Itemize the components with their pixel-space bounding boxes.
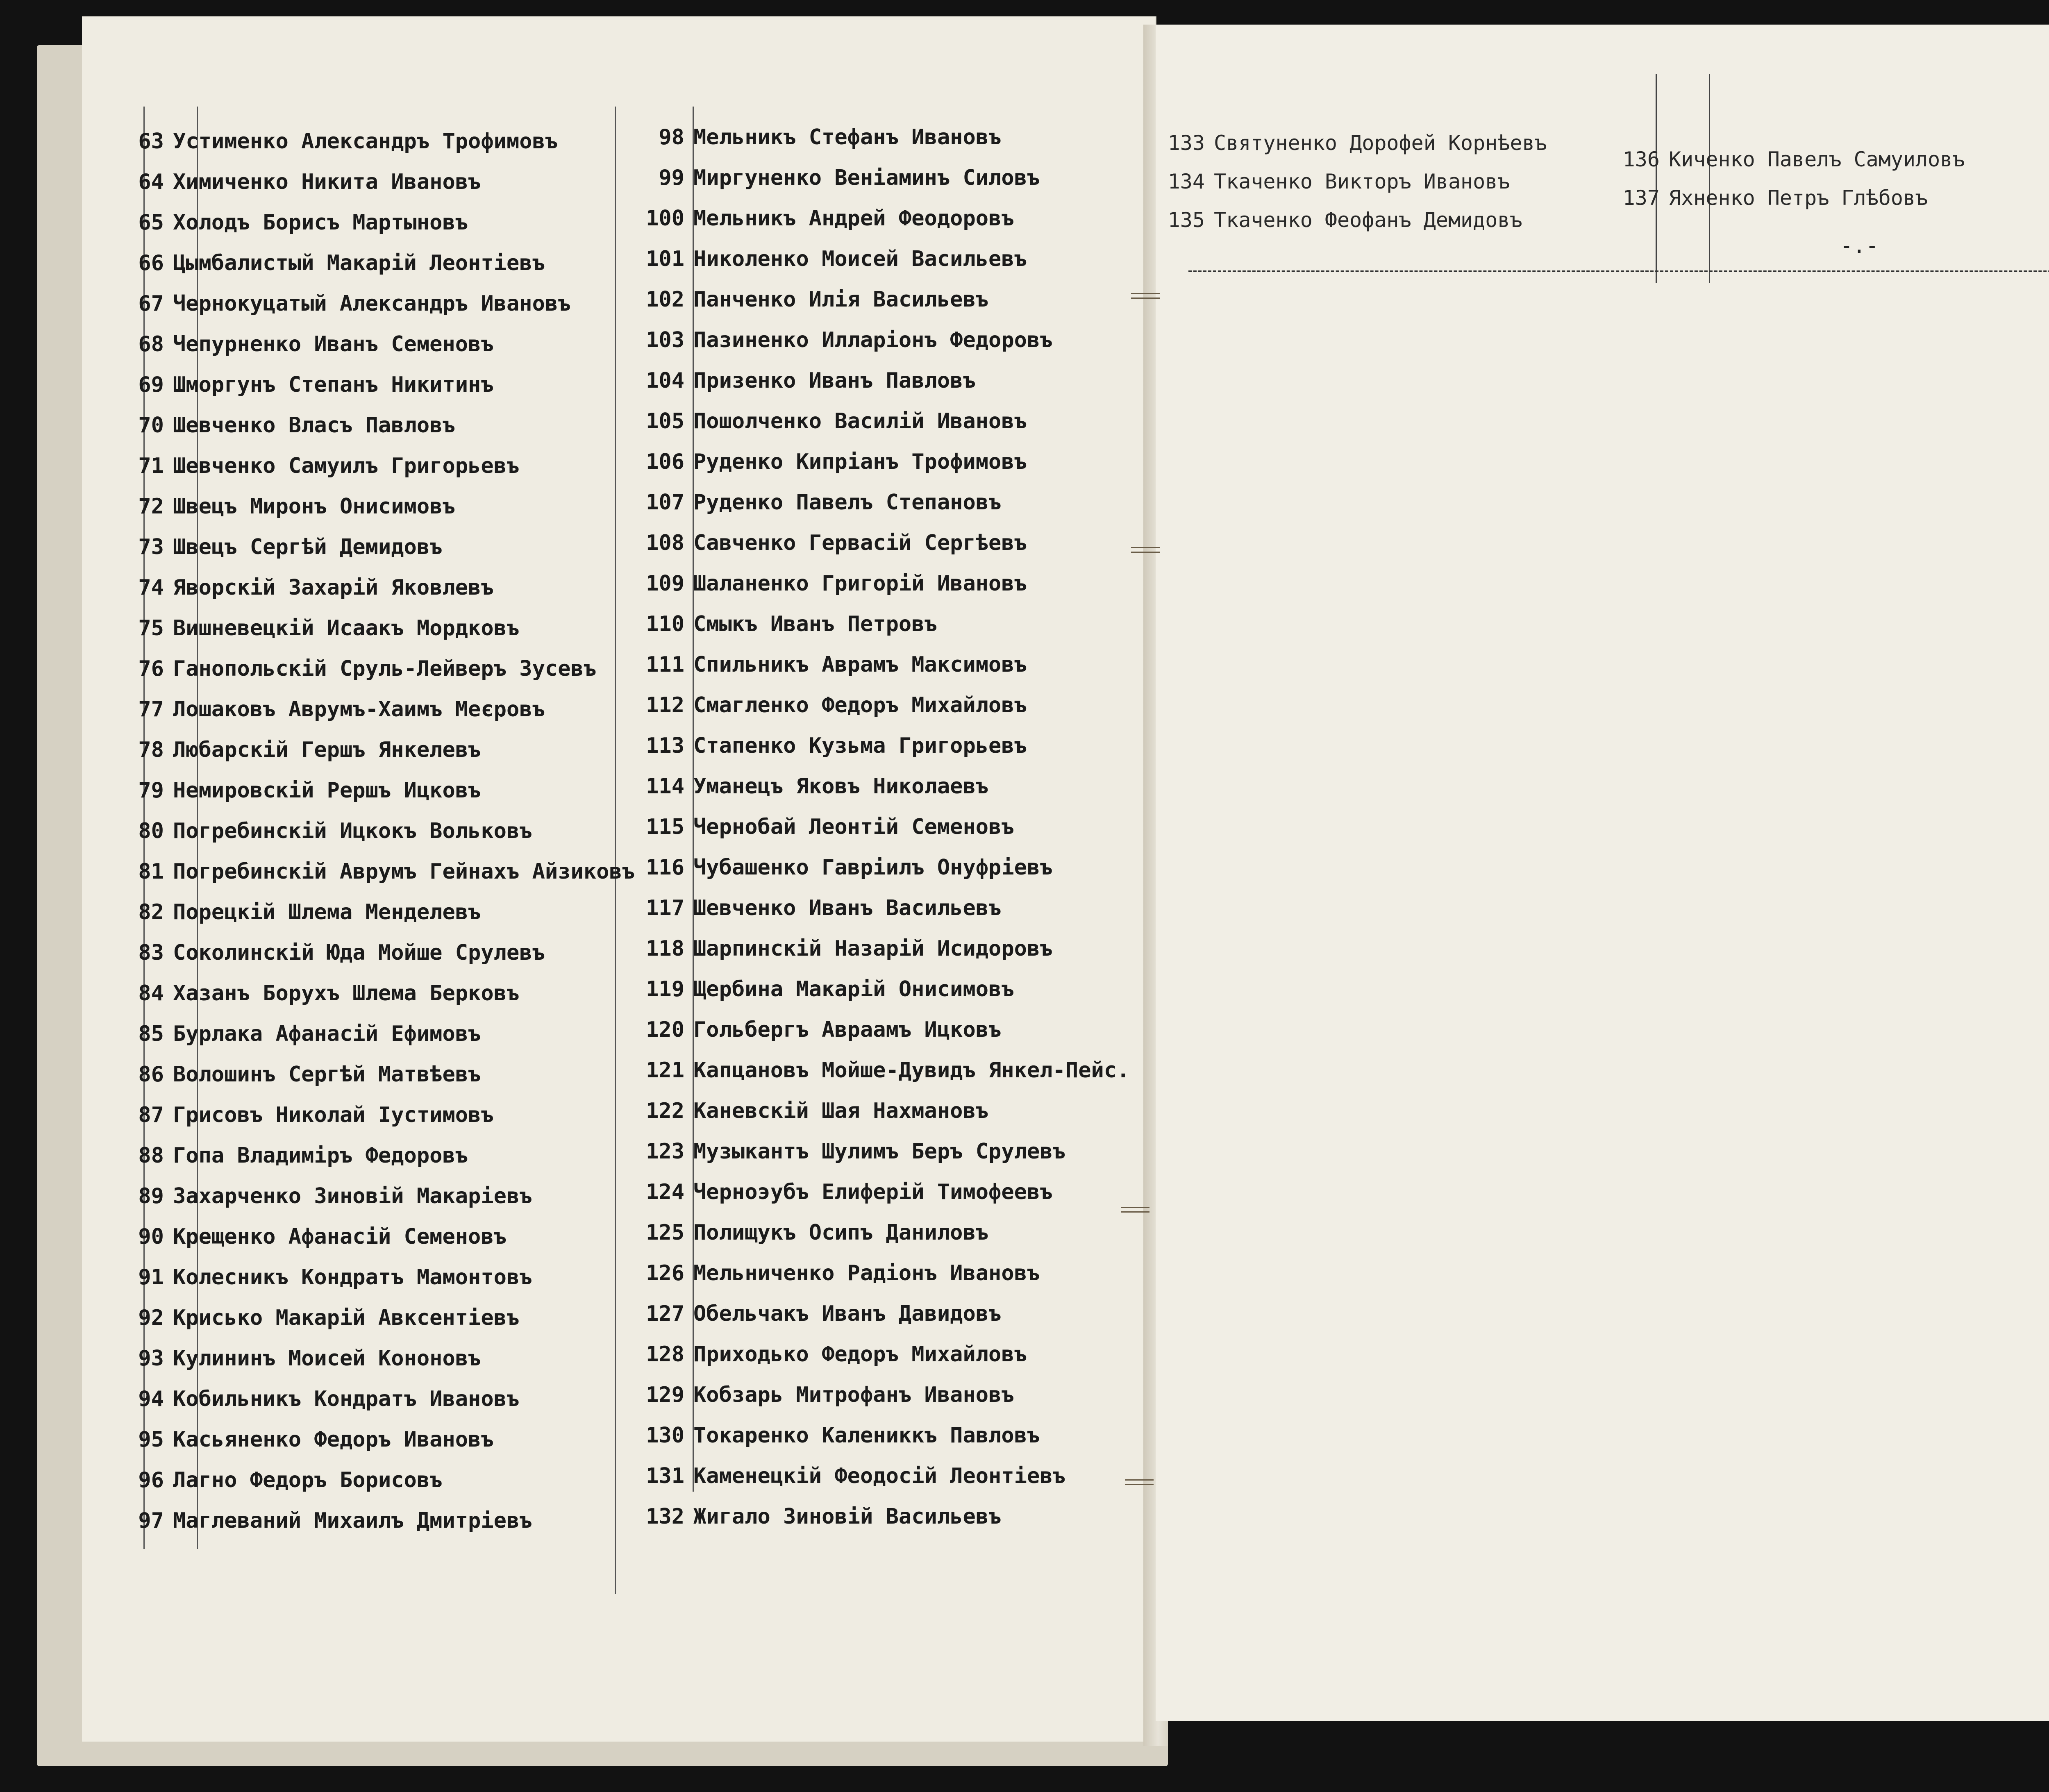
entry-number: 93 <box>138 1346 164 1371</box>
middle-name-column <box>631 125 1129 1545</box>
binding-stitch <box>1131 293 1160 299</box>
entry-number: 90 <box>138 1224 164 1249</box>
entry-number: 124 <box>646 1180 684 1204</box>
entry-name: Кобильникъ Кондратъ Ивановъ <box>173 1387 520 1411</box>
entry-number: 96 <box>138 1468 164 1492</box>
list-item <box>119 738 635 778</box>
list-item <box>631 855 1129 896</box>
entry-number: 79 <box>138 778 164 803</box>
entry-name: Шарпинскій Назарій Исидоровъ <box>693 936 1053 961</box>
entry-number: 119 <box>646 977 684 1002</box>
entry-name: Колесникъ Кондратъ Мамонтовъ <box>173 1265 532 1290</box>
list-item <box>119 210 635 251</box>
entry-name: Погребинскій Ицкокъ Вольковъ <box>173 819 532 843</box>
entry-number: 117 <box>646 896 684 920</box>
entry-name: Жигало Зиновій Васильевъ <box>693 1504 1002 1529</box>
entry-name: Капцановъ Мойше-Дувидъ Янкел-Пейс. <box>693 1058 1130 1083</box>
list-item <box>631 1261 1129 1301</box>
entry-name: Любарскій Гершъ Янкелевъ <box>173 738 481 762</box>
list-item <box>631 1018 1129 1058</box>
entry-name: Хазанъ Борухъ Шлема Берковъ <box>173 981 520 1006</box>
list-item <box>119 981 635 1022</box>
list-item <box>119 616 635 656</box>
list-item <box>631 693 1129 734</box>
entry-name: Черноэубъ Елиферій Тимофеевъ <box>693 1180 1053 1204</box>
entry-name: Панченко Илія Васильевъ <box>693 287 989 312</box>
list-item <box>631 1504 1129 1545</box>
list-item <box>631 409 1129 450</box>
right-name-column-b <box>1611 148 1965 225</box>
entry-number: 128 <box>646 1342 684 1367</box>
entry-name: Токаренко Калениккъ Павловъ <box>693 1423 1040 1448</box>
entry-name: Погребинскій Аврумъ Гейнахъ Айзиковъ <box>173 859 635 884</box>
entry-name: Руденко Кипріанъ Трофимовъ <box>693 450 1027 474</box>
entry-number: 133 <box>1168 131 1205 155</box>
list-item <box>631 1464 1129 1504</box>
entry-name: Ткаченко Феофанъ Демидовъ <box>1214 208 1522 232</box>
entry-number: 104 <box>646 368 684 393</box>
entry-name: Смыкъ Иванъ Петровъ <box>693 612 937 636</box>
entry-number: 70 <box>138 413 164 438</box>
entry-number: 71 <box>138 454 164 478</box>
entry-number: 112 <box>646 693 684 718</box>
entry-name: Шморгунъ Степанъ Никитинъ <box>173 372 494 397</box>
entry-name: Устименко Александръ Трофимовъ <box>173 129 558 154</box>
list-item <box>631 977 1129 1018</box>
entry-name: Захарченко Зиновій Макаріевъ <box>173 1184 532 1208</box>
entry-name: Грисовъ Николай Іустимовъ <box>173 1103 494 1127</box>
entry-number: 116 <box>646 855 684 880</box>
list-item <box>119 332 635 372</box>
list-item <box>119 494 635 535</box>
entry-number: 69 <box>138 372 164 397</box>
entry-number: 89 <box>138 1184 164 1208</box>
list-item <box>631 612 1129 652</box>
list-item <box>119 859 635 900</box>
entry-name: Спильникъ Аврамъ Максимовъ <box>693 652 1027 677</box>
entry-name: Крещенко Афанасій Семеновъ <box>173 1224 507 1249</box>
list-item <box>119 129 635 170</box>
entry-number: 98 <box>659 125 684 150</box>
left-name-column <box>119 129 635 1549</box>
entry-name: Волошинъ Сергѣй Матвѣевъ <box>173 1062 481 1087</box>
entry-number: 84 <box>138 981 164 1006</box>
entry-number: 67 <box>138 291 164 316</box>
list-item <box>631 774 1129 815</box>
list-item <box>119 819 635 859</box>
entry-name: Щербина Макарій Онисимовъ <box>693 977 1014 1002</box>
entry-name: Бурлака Афанасій Ефимовъ <box>173 1022 481 1046</box>
entry-name: Гольбергъ Авраамъ Ицковъ <box>693 1018 1002 1042</box>
entry-number: 134 <box>1168 170 1205 193</box>
entry-name: Шаланенко Григорій Ивановъ <box>693 571 1027 596</box>
list-item <box>1156 170 1547 208</box>
entry-name: Касьяненко Федоръ Ивановъ <box>173 1427 494 1452</box>
entry-number: 113 <box>646 734 684 758</box>
entry-number: 91 <box>138 1265 164 1290</box>
entry-name: Шевченко Иванъ Васильевъ <box>693 896 1002 920</box>
list-item <box>631 1301 1129 1342</box>
entry-number: 102 <box>646 287 684 312</box>
entry-number: 109 <box>646 571 684 596</box>
list-item <box>1156 131 1547 170</box>
entry-number: 110 <box>646 612 684 636</box>
entry-name: Ганопольскій Сруль-Лейверъ Зусевъ <box>173 656 597 681</box>
entry-number: 94 <box>138 1387 164 1411</box>
entry-number: 78 <box>138 738 164 762</box>
entry-name: Маглеваний Михаилъ Дмитріевъ <box>173 1508 532 1533</box>
entry-number: 130 <box>646 1423 684 1448</box>
list-item <box>631 368 1129 409</box>
list-item <box>119 372 635 413</box>
entry-number: 99 <box>659 166 684 190</box>
entry-number: 108 <box>646 531 684 555</box>
entry-name: Швецъ Миронъ Онисимовъ <box>173 494 455 519</box>
entry-number: 76 <box>138 656 164 681</box>
list-item <box>631 571 1129 612</box>
list-item <box>631 287 1129 328</box>
list-item <box>119 535 635 575</box>
list-item <box>631 1423 1129 1464</box>
entry-number: 77 <box>138 697 164 722</box>
entry-name: Пошолченко Василій Ивановъ <box>693 409 1027 434</box>
entry-number: 82 <box>138 900 164 924</box>
list-item <box>631 166 1129 206</box>
entry-number: 135 <box>1168 208 1205 232</box>
list-item <box>631 450 1129 490</box>
entry-number: 121 <box>646 1058 684 1083</box>
entry-name: Холодъ Борисъ Мартыновъ <box>173 210 468 235</box>
entry-name: Шевченко Власъ Павловъ <box>173 413 455 438</box>
entry-number: 114 <box>646 774 684 799</box>
entry-number: 111 <box>646 652 684 677</box>
entry-name: Приходько Федоръ Михайловъ <box>693 1342 1027 1367</box>
list-item <box>631 652 1129 693</box>
entry-name: Чубашенко Гавріилъ Онуфріевъ <box>693 855 1053 880</box>
entry-name: Святуненко Дорофей Корнѣевъ <box>1214 131 1547 155</box>
entry-number: 66 <box>138 251 164 275</box>
dashed-separator <box>1188 270 2049 272</box>
entry-number: 86 <box>138 1062 164 1087</box>
entry-name: Вишневецкій Исаакъ Мордковъ <box>173 616 520 640</box>
list-item <box>631 125 1129 166</box>
list-item <box>119 1265 635 1306</box>
entry-name: Мельникъ Андрей Феодоровъ <box>693 206 1014 231</box>
entry-number: 105 <box>646 409 684 434</box>
entry-number: 125 <box>646 1220 684 1245</box>
entry-number: 132 <box>646 1504 684 1529</box>
list-item <box>631 531 1129 571</box>
list-item <box>631 1220 1129 1261</box>
entry-name: Лагно Федоръ Борисовъ <box>173 1468 443 1492</box>
entry-number: 136 <box>1622 148 1660 171</box>
entry-name: Ткаченко Викторъ Ивановъ <box>1214 170 1510 193</box>
list-item <box>119 1508 635 1549</box>
list-item <box>119 170 635 210</box>
entry-name: Уманецъ Яковъ Николаевъ <box>693 774 989 799</box>
list-item <box>119 454 635 494</box>
entry-number: 107 <box>646 490 684 515</box>
list-item <box>631 936 1129 977</box>
list-item <box>119 1306 635 1346</box>
entry-number: 100 <box>646 206 684 231</box>
entry-name: Гопа Владиміръ Федоровъ <box>173 1143 468 1168</box>
list-item <box>119 778 635 819</box>
entry-name: Швецъ Сергѣй Демидовъ <box>173 535 443 559</box>
list-item <box>631 1383 1129 1423</box>
list-item <box>119 1184 635 1224</box>
list-item <box>119 251 635 291</box>
list-item <box>119 413 635 454</box>
list-item <box>631 815 1129 855</box>
binding-stitch <box>1131 547 1160 553</box>
entry-name: Руденко Павелъ Степановъ <box>693 490 1002 515</box>
entry-name: Яворскій Захарій Яковлевъ <box>173 575 494 600</box>
entry-name: Яхненко Петръ Глѣбовъ <box>1669 186 1928 210</box>
list-item <box>631 1058 1129 1099</box>
list-item <box>631 896 1129 936</box>
list-item <box>631 1139 1129 1180</box>
entry-name: Музыкантъ Шулимъ Беръ Срулевъ <box>693 1139 1065 1164</box>
entry-number: 118 <box>646 936 684 961</box>
list-item <box>1611 186 1965 225</box>
list-item <box>119 1022 635 1062</box>
list-item <box>1611 148 1965 186</box>
entry-name: Мельниченко Радіонъ Ивановъ <box>693 1261 1040 1286</box>
entry-number: 64 <box>138 170 164 194</box>
entry-number: 65 <box>138 210 164 235</box>
entry-number: 73 <box>138 535 164 559</box>
list-item <box>631 247 1129 287</box>
entry-number: 72 <box>138 494 164 519</box>
entry-number: 85 <box>138 1022 164 1046</box>
entry-name: Соколинскій Юда Мойше Срулевъ <box>173 940 545 965</box>
entry-name: Каневскій Шая Нахмановъ <box>693 1099 989 1123</box>
entry-number: 95 <box>138 1427 164 1452</box>
entry-name: Киченко Павелъ Самуиловъ <box>1669 148 1965 171</box>
entry-number: 103 <box>646 328 684 352</box>
entry-name: Крисько Макарій Авксентіевъ <box>173 1306 520 1330</box>
entry-number: 122 <box>646 1099 684 1123</box>
entry-name: Кулининъ Моисей Кононовъ <box>173 1346 481 1371</box>
entry-number: 106 <box>646 450 684 474</box>
entry-name: Призенко Иванъ Павловъ <box>693 368 976 393</box>
entry-name: Смагленко Федоръ Михайловъ <box>693 693 1027 718</box>
end-mark: -.- <box>1840 234 1879 258</box>
list-item <box>119 1143 635 1184</box>
list-item <box>631 734 1129 774</box>
entry-name: Стапенко Кузьма Григорьевъ <box>693 734 1027 758</box>
list-item <box>119 575 635 616</box>
entry-name: Немировскій Рершъ Ицковъ <box>173 778 481 803</box>
entry-number: 115 <box>646 815 684 839</box>
entry-name: Полищукъ Осипъ Даниловъ <box>693 1220 989 1245</box>
list-item <box>119 1427 635 1468</box>
entry-number: 123 <box>646 1139 684 1164</box>
list-item <box>631 328 1129 368</box>
list-item <box>631 1342 1129 1383</box>
entry-number: 75 <box>138 616 164 640</box>
right-name-column-a <box>1156 131 1547 247</box>
list-item <box>119 1346 635 1387</box>
list-item <box>119 1103 635 1143</box>
entry-name: Шевченко Самуилъ Григорьевъ <box>173 454 520 478</box>
entry-number: 81 <box>138 859 164 884</box>
entry-number: 87 <box>138 1103 164 1127</box>
list-item <box>631 490 1129 531</box>
entry-number: 63 <box>138 129 164 154</box>
list-item <box>119 291 635 332</box>
entry-name: Порецкій Шлема Менделевъ <box>173 900 481 924</box>
entry-name: Мельникъ Стефанъ Ивановъ <box>693 125 1002 150</box>
entry-name: Цымбалистый Макарій Леонтіевъ <box>173 251 545 275</box>
entry-number: 88 <box>138 1143 164 1168</box>
entry-name: Лошаковъ Аврумъ-Хаимъ Меєровъ <box>173 697 545 722</box>
entry-name: Миргуненко Веніаминъ Силовъ <box>693 166 1040 190</box>
entry-name: Николенко Моисей Васильевъ <box>693 247 1027 271</box>
entry-name: Савченко Гервасій Сергѣевъ <box>693 531 1027 555</box>
list-item <box>119 1387 635 1427</box>
list-item <box>119 940 635 981</box>
entry-name: Кобзарь Митрофанъ Ивановъ <box>693 1383 1014 1407</box>
entry-number: 74 <box>138 575 164 600</box>
entry-number: 137 <box>1622 186 1660 210</box>
list-item <box>119 1062 635 1103</box>
entry-name: Химиченко Никита Ивановъ <box>173 170 481 194</box>
list-item <box>119 1224 635 1265</box>
entry-number: 92 <box>138 1306 164 1330</box>
entry-number: 68 <box>138 332 164 357</box>
entry-name: Чернокуцатый Александръ Ивановъ <box>173 291 571 316</box>
entry-number: 83 <box>138 940 164 965</box>
entry-name: Чернобай Леонтій Семеновъ <box>693 815 1014 839</box>
entry-number: 101 <box>646 247 684 271</box>
list-item <box>631 206 1129 247</box>
list-item <box>119 1468 635 1508</box>
entry-number: 120 <box>646 1018 684 1042</box>
entry-number: 126 <box>646 1261 684 1286</box>
list-item <box>1156 208 1547 247</box>
entry-number: 127 <box>646 1301 684 1326</box>
entry-number: 129 <box>646 1383 684 1407</box>
list-item <box>119 656 635 697</box>
entry-number: 97 <box>138 1508 164 1533</box>
entry-number: 131 <box>646 1464 684 1488</box>
list-item <box>119 697 635 738</box>
right-page <box>1156 25 2049 1721</box>
entry-name: Пазиненко Илларіонъ Федоровъ <box>693 328 1053 352</box>
list-item <box>119 900 635 940</box>
list-item <box>631 1180 1129 1220</box>
list-item <box>631 1099 1129 1139</box>
entry-name: Каменецкій Феодосій Леонтіевъ <box>693 1464 1065 1488</box>
entry-name: Обельчакъ Иванъ Давидовъ <box>693 1301 1002 1326</box>
entry-name: Чепурненко Иванъ Семеновъ <box>173 332 494 357</box>
entry-number: 80 <box>138 819 164 843</box>
